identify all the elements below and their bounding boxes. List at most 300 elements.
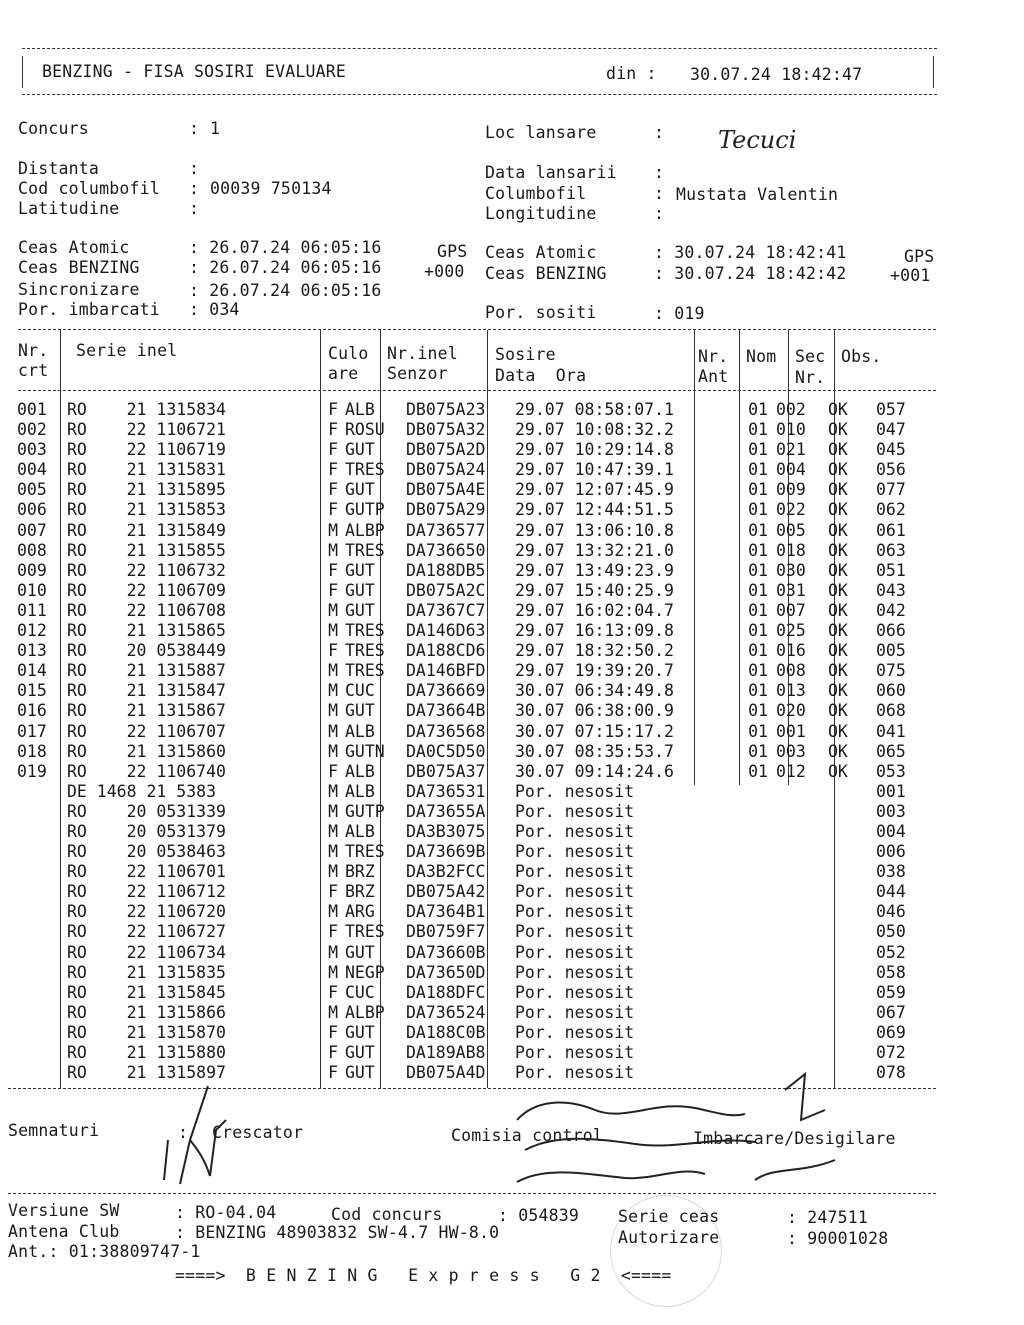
- cell-sosire: 29.07 18:32:50.2: [515, 641, 674, 661]
- cell-culoare: BRZ: [345, 882, 375, 902]
- cell-serie-inel: RO 21 1315880: [67, 1043, 226, 1062]
- cell-sec-nr: [824, 943, 872, 963]
- cell-nr-ant: 01: [748, 460, 768, 480]
- cell-sex: F: [328, 420, 338, 440]
- cell-sosire: Por. nesosit: [515, 821, 635, 841]
- cell-nom: 025: [776, 621, 806, 641]
- cell-nr-crt: 012: [17, 621, 47, 641]
- cell-nr-ant: 01: [748, 600, 768, 620]
- cell-nr-crt: [12, 1003, 67, 1023]
- cell-obs: 047: [876, 420, 906, 440]
- cell-nr-ant: [720, 862, 772, 882]
- table-row: [12, 601, 936, 621]
- table-row: [12, 500, 936, 520]
- cell-sec-nr: [824, 862, 872, 882]
- cell-culoare: ALB: [345, 781, 375, 801]
- cell-sosire: 29.07 12:07:45.9: [515, 480, 674, 500]
- cell-sosire: Por. nesosit: [515, 842, 635, 862]
- cell-nr-crt: 008: [17, 540, 47, 560]
- cell-culoare: BRZ: [345, 862, 375, 882]
- cell-obs: 041: [876, 721, 906, 741]
- cell-sec-nr: [824, 782, 872, 802]
- cell-senzor: DB075A24: [406, 460, 486, 480]
- cell-serie-inel: RO 21 1315860: [67, 741, 226, 761]
- cell-sex: F: [328, 480, 338, 500]
- cell-nr-ant: 01: [748, 661, 768, 681]
- cell-nr-ant: 01: [748, 480, 768, 500]
- table-row: [12, 862, 936, 882]
- cell-nom: 013: [776, 681, 806, 701]
- table-row: [12, 902, 936, 922]
- cell-nr-ant: 01: [748, 701, 768, 721]
- cell-nom: [772, 983, 824, 1003]
- cell-nr-crt: 017: [17, 721, 47, 741]
- cell-sex: M: [328, 520, 338, 540]
- cell-serie-inel: RO 21 1315831: [67, 460, 226, 480]
- table-row: [12, 561, 936, 581]
- cell-nr-ant: [720, 882, 772, 902]
- cell-sec-nr: OK: [828, 701, 848, 721]
- cell-culoare: NEGP: [345, 962, 385, 982]
- cell-sec-nr: OK: [828, 460, 848, 480]
- ceas-benzing-start-label: Ceas BENZING: [18, 258, 140, 277]
- cell-sec-nr: OK: [828, 440, 848, 460]
- ceas-atomic-end-suffix: GPS: [904, 247, 935, 266]
- cell-sex: M: [328, 600, 338, 620]
- crescator-label: Crescator: [212, 1123, 304, 1142]
- cell-senzor: DA736669: [406, 681, 486, 701]
- por-sositi-value: : 019: [654, 304, 705, 323]
- arrivals-table: [12, 400, 936, 1083]
- table-row: [12, 943, 936, 963]
- signatures-bottom-border: [8, 1193, 936, 1194]
- cell-serie-inel: RO 21 1315895: [67, 480, 226, 500]
- cell-obs: 046: [876, 902, 906, 922]
- cell-serie-inel: RO 22 1106712: [67, 882, 226, 902]
- cell-sex: F: [328, 1063, 338, 1083]
- cell-sex: M: [328, 842, 338, 862]
- cell-senzor: DA73669B: [406, 842, 486, 862]
- cell-nom: 031: [776, 580, 806, 600]
- autorizare-value: : 90001028: [787, 1229, 889, 1248]
- th-obs: Obs.: [841, 347, 882, 366]
- cell-sec-nr: OK: [828, 400, 848, 419]
- cell-senzor: DA188DB5: [406, 560, 486, 580]
- th-nr: Nr.: [18, 341, 49, 360]
- cell-sosire: Por. nesosit: [515, 982, 635, 1002]
- cell-obs: 038: [876, 862, 906, 882]
- cell-sec-nr: [824, 1023, 872, 1043]
- cell-sec-nr: OK: [828, 580, 848, 600]
- th-sosire: Sosire: [495, 345, 556, 364]
- cell-nom: 003: [776, 741, 806, 761]
- cell-sosire: 29.07 13:06:10.8: [515, 520, 674, 540]
- cell-sosire: 29.07 13:32:21.0: [515, 540, 674, 560]
- cell-serie-inel: RO 21 1315865: [67, 621, 226, 641]
- cell-serie-inel: RO 22 1106727: [67, 922, 226, 942]
- th-ant: Ant: [698, 367, 729, 386]
- cell-senzor: DA736577: [406, 520, 486, 540]
- th-are: are: [328, 364, 359, 383]
- cell-culoare: GUTP: [345, 500, 385, 520]
- cell-nom: 021: [776, 440, 806, 460]
- th-data-ora: Data Ora: [495, 366, 587, 385]
- cell-culoare: GUT: [345, 1022, 375, 1042]
- cell-serie-inel: RO 21 1315897: [67, 1063, 226, 1083]
- cell-sec-nr: OK: [828, 540, 848, 560]
- cell-culoare: TRES: [345, 661, 385, 681]
- cell-culoare: ALB: [345, 721, 375, 741]
- cell-senzor: DA7367C7: [406, 600, 486, 620]
- cell-obs: 078: [876, 1063, 906, 1083]
- cell-nom: 010: [776, 420, 806, 440]
- cell-sex: M: [328, 862, 338, 882]
- cod-columbofil-value: 00039 750134: [210, 179, 332, 198]
- cell-nr-ant: 01: [748, 721, 768, 741]
- cell-sosire: 29.07 10:08:32.2: [515, 420, 674, 440]
- cell-nr-crt: 002: [17, 420, 47, 440]
- cell-nom: [772, 782, 824, 802]
- cell-nom: 022: [776, 500, 806, 520]
- cell-nom: [772, 1043, 824, 1063]
- loc-lansare-sep: :: [654, 123, 665, 142]
- cell-serie-inel: RO 22 1106734: [67, 942, 226, 962]
- table-row: [12, 822, 936, 842]
- cell-sosire: 30.07 06:34:49.8: [515, 681, 674, 701]
- th-serie-inel: Serie inel: [76, 341, 178, 360]
- cell-sex: F: [328, 400, 338, 419]
- cell-nr-ant: 01: [748, 681, 768, 701]
- cell-sec-nr: OK: [828, 420, 848, 440]
- cell-sex: M: [328, 781, 338, 801]
- cell-serie-inel: RO 22 1106721: [67, 420, 226, 440]
- antena-id: Ant.: 01:38809747-1: [8, 1242, 201, 1261]
- cell-serie-inel: RO 22 1106719: [67, 440, 226, 460]
- table-row: [12, 641, 936, 661]
- cell-obs: 004: [876, 821, 906, 841]
- cell-sec-nr: OK: [828, 520, 848, 540]
- cell-nom: [772, 922, 824, 942]
- cell-obs: 063: [876, 540, 906, 560]
- cell-nr-crt: 006: [17, 500, 47, 520]
- data-lansarii-sep: :: [654, 163, 665, 182]
- cell-sec-nr: OK: [828, 621, 848, 641]
- cell-culoare: ALB: [345, 400, 375, 419]
- cell-obs: 005: [876, 641, 906, 661]
- cell-senzor: DA189AB8: [406, 1043, 486, 1062]
- table-row: [12, 701, 936, 721]
- table-row: [12, 722, 936, 742]
- cell-serie-inel: RO 22 1106708: [67, 600, 226, 620]
- cell-sex: F: [328, 641, 338, 661]
- imbarcare-desigilare-label: Imbarcare/Desigilare: [693, 1129, 896, 1148]
- cell-nom: 012: [776, 761, 806, 781]
- cell-obs: 057: [876, 400, 906, 419]
- cell-sosire: 29.07 19:39:20.7: [515, 661, 674, 681]
- cell-nr-ant: 01: [748, 580, 768, 600]
- cell-nr-ant: 01: [748, 621, 768, 641]
- crescator-signature: [150, 1080, 260, 1190]
- cell-sex: F: [328, 1022, 338, 1042]
- ceas-benzing-start-suffix: +000: [424, 262, 465, 281]
- cell-sec-nr: [824, 1003, 872, 1023]
- table-row: [12, 460, 936, 480]
- cell-nr-crt: [12, 922, 67, 942]
- table-row: [12, 400, 936, 420]
- cell-sosire: 29.07 12:44:51.5: [515, 500, 674, 520]
- arrivals-table-body: [12, 400, 936, 1083]
- table-row: [12, 1023, 936, 1043]
- th-crt: crt: [18, 361, 49, 380]
- cell-culoare: CUC: [345, 982, 375, 1002]
- cell-nom: 020: [776, 701, 806, 721]
- table-row: [12, 1003, 936, 1023]
- table-row: [12, 480, 936, 500]
- cell-serie-inel: RO 21 1315847: [67, 681, 226, 701]
- cell-obs: 003: [876, 801, 906, 821]
- cell-sosire: Por. nesosit: [515, 1022, 635, 1042]
- data-lansarii-label: Data lansarii: [485, 163, 617, 182]
- table-row: [12, 440, 936, 460]
- cell-nom: 007: [776, 600, 806, 620]
- cell-nr-crt: 004: [17, 460, 47, 480]
- cell-nr-crt: 016: [17, 701, 47, 721]
- latitudine-label: Latitudine: [18, 199, 120, 218]
- cell-sex: F: [328, 761, 338, 781]
- table-row: [12, 782, 936, 802]
- cell-sex: F: [328, 580, 338, 600]
- cell-sosire: 29.07 15:40:25.9: [515, 580, 674, 600]
- sincronizare-label: Sincronizare: [18, 280, 140, 299]
- cell-culoare: ARG: [345, 902, 375, 922]
- cell-obs: 043: [876, 580, 906, 600]
- handwritten-loc-lansare: Tecuci: [718, 126, 797, 154]
- cell-sosire: 30.07 08:35:53.7: [515, 741, 674, 761]
- cell-sex: M: [328, 621, 338, 641]
- commission-signatures: [505, 1070, 850, 1200]
- ceas-atomic-start-value: : 26.07.24 06:05:16: [189, 238, 382, 257]
- cell-serie-inel: RO 22 1106701: [67, 862, 226, 882]
- cell-nom: 030: [776, 560, 806, 580]
- cell-sosire: Por. nesosit: [515, 922, 635, 942]
- table-row: [12, 983, 936, 1003]
- cell-nr-ant: [720, 782, 772, 802]
- table-row: [12, 621, 936, 641]
- cell-culoare: TRES: [345, 621, 385, 641]
- cell-nr-crt: [12, 1063, 67, 1083]
- cell-serie-inel: DE 1468 21 5383: [67, 781, 217, 801]
- cell-senzor: DB075A42: [406, 882, 486, 902]
- antena-club-value: : BENZING 48903832 SW-4.7 HW-8.0: [175, 1223, 500, 1242]
- cell-nr-crt: 003: [17, 440, 47, 460]
- page-title: BENZING - FISA SOSIRI EVALUARE: [42, 62, 347, 81]
- din-label: din :: [606, 64, 657, 83]
- cell-nr-ant: 01: [748, 500, 768, 520]
- cell-nr-ant: 01: [748, 540, 768, 560]
- cell-sec-nr: [824, 902, 872, 922]
- cell-nr-crt: [12, 882, 67, 902]
- longitudine-sep: :: [654, 204, 665, 223]
- cell-obs: 077: [876, 480, 906, 500]
- ceas-benzing-end-suffix: +001: [890, 266, 931, 285]
- cod-columbofil-label: Cod columbofil: [18, 179, 160, 198]
- cell-nom: [772, 882, 824, 902]
- cell-nr-ant: 01: [748, 641, 768, 661]
- cell-serie-inel: RO 21 1315834: [67, 400, 226, 419]
- cell-sosire: Por. nesosit: [515, 862, 635, 882]
- cell-culoare: ALB: [345, 821, 375, 841]
- cell-nom: 005: [776, 520, 806, 540]
- cell-nr-crt: [12, 902, 67, 922]
- cell-serie-inel: RO 21 1315867: [67, 701, 226, 721]
- cell-sex: F: [328, 922, 338, 942]
- cell-serie-inel: RO 20 0538463: [67, 842, 226, 862]
- cell-culoare: GUT: [345, 560, 375, 580]
- cell-sec-nr: OK: [828, 641, 848, 661]
- cell-senzor: DB075A29: [406, 500, 486, 520]
- cell-sec-nr: OK: [828, 761, 848, 781]
- cell-senzor: DB075A23: [406, 400, 486, 419]
- cell-nom: 018: [776, 540, 806, 560]
- cell-senzor: DA188C0B: [406, 1022, 486, 1042]
- serie-ceas-label: Serie ceas: [618, 1207, 720, 1226]
- cell-senzor: DA3B3075: [406, 821, 486, 841]
- cell-nr-ant: 01: [748, 440, 768, 460]
- cell-nom: 016: [776, 641, 806, 661]
- cell-nr-crt: [12, 983, 67, 1003]
- cell-sec-nr: [824, 882, 872, 902]
- cell-senzor: DA73650D: [406, 962, 486, 982]
- cell-obs: 006: [876, 842, 906, 862]
- cell-sex: M: [328, 701, 338, 721]
- table-row: [12, 521, 936, 541]
- cell-culoare: GUT: [345, 480, 375, 500]
- cell-nr-ant: [720, 1023, 772, 1043]
- cell-sex: M: [328, 721, 338, 741]
- cell-obs: 052: [876, 942, 906, 962]
- cell-nr-ant: [720, 822, 772, 842]
- cell-nr-crt: 015: [17, 681, 47, 701]
- cell-nr-crt: 005: [17, 480, 47, 500]
- cell-nr-crt: [12, 782, 67, 802]
- cell-nom: [772, 943, 824, 963]
- cell-sec-nr: OK: [828, 500, 848, 520]
- cell-senzor: DA188CD6: [406, 641, 486, 661]
- cell-sosire: 29.07 08:58:07.1: [515, 400, 674, 419]
- th-nom: Nom: [746, 347, 777, 366]
- cell-nom: [772, 963, 824, 983]
- cell-sec-nr: [824, 922, 872, 942]
- versiune-sw-label: Versiune SW: [8, 1201, 120, 1220]
- cell-senzor: DB075A37: [406, 761, 486, 781]
- cell-nr-ant: 01: [748, 400, 768, 419]
- cell-sosire: 30.07 09:14:24.6: [515, 761, 674, 781]
- cell-culoare: ALB: [345, 761, 375, 781]
- cell-sec-nr: [824, 802, 872, 822]
- cell-nr-crt: [12, 862, 67, 882]
- cell-sex: M: [328, 942, 338, 962]
- cell-sec-nr: OK: [828, 600, 848, 620]
- cell-nr-crt: [12, 943, 67, 963]
- cell-sec-nr: OK: [828, 661, 848, 681]
- cell-serie-inel: RO 21 1315835: [67, 962, 226, 982]
- cell-sex: F: [328, 1043, 338, 1062]
- serie-ceas-value: : 247511: [787, 1208, 869, 1227]
- cell-culoare: GUT: [345, 1063, 375, 1083]
- cell-obs: 059: [876, 982, 906, 1002]
- table-header-border: [18, 390, 936, 391]
- cell-senzor: DA736524: [406, 1002, 486, 1022]
- cell-culoare: TRES: [345, 540, 385, 560]
- table-top-border: [18, 329, 936, 330]
- header-border-left: [22, 56, 23, 88]
- cell-nr-ant: 01: [748, 560, 768, 580]
- th-sec: Sec: [795, 347, 826, 366]
- cell-serie-inel: RO 21 1315866: [67, 1002, 226, 1022]
- cod-concurs-value: : 054839: [498, 1206, 580, 1225]
- cell-nr-ant: [720, 902, 772, 922]
- cell-senzor: DB0759F7: [406, 922, 486, 942]
- cell-obs: 056: [876, 460, 906, 480]
- cell-sec-nr: [824, 1043, 872, 1063]
- cell-sosire: Por. nesosit: [515, 1043, 635, 1062]
- header-border-top: [22, 48, 937, 49]
- cell-nom: [772, 902, 824, 922]
- autorizare-label: Autorizare: [618, 1228, 720, 1247]
- antena-club-label: Antena Club: [8, 1222, 120, 1241]
- distanta-label: Distanta: [18, 159, 100, 178]
- cell-nom: 009: [776, 480, 806, 500]
- por-sositi-label: Por. sositi: [485, 303, 597, 322]
- cell-sex: M: [328, 741, 338, 761]
- cell-culoare: GUT: [345, 440, 375, 460]
- concurs-sep: :: [189, 119, 200, 138]
- cell-sosire: 29.07 13:49:23.9: [515, 560, 674, 580]
- table-row: [12, 661, 936, 681]
- cell-nr-crt: 007: [17, 520, 47, 540]
- cell-nom: 008: [776, 661, 806, 681]
- cell-nr-ant: 01: [748, 761, 768, 781]
- cod-columbofil-sep: :: [189, 179, 200, 198]
- cell-nr-ant: [720, 1003, 772, 1023]
- th-sec-nr: Nr.: [795, 368, 826, 387]
- cell-culoare: ALBP: [345, 1002, 385, 1022]
- cell-senzor: DA736650: [406, 540, 486, 560]
- cell-nr-crt: 009: [17, 560, 47, 580]
- cell-obs: 061: [876, 520, 906, 540]
- cell-obs: 045: [876, 440, 906, 460]
- cell-obs: 001: [876, 781, 906, 801]
- cell-nr-crt: [12, 802, 67, 822]
- cell-sex: M: [328, 1002, 338, 1022]
- cell-nr-crt: 013: [17, 641, 47, 661]
- header-border-right: [933, 56, 934, 88]
- cell-culoare: GUT: [345, 701, 375, 721]
- cell-nom: 004: [776, 460, 806, 480]
- cell-nr-crt: 011: [17, 600, 47, 620]
- cell-nr-ant: [720, 842, 772, 862]
- cell-senzor: DA73664B: [406, 701, 486, 721]
- cell-obs: 075: [876, 661, 906, 681]
- cell-culoare: GUTP: [345, 801, 385, 821]
- benzing-express-banner: ====> B E N Z I N G E x p r e s s G 2 <====: [175, 1266, 672, 1285]
- cell-nom: [772, 862, 824, 882]
- table-row: [12, 541, 936, 561]
- cell-senzor: DA7364B1: [406, 902, 486, 922]
- cell-nom: [772, 822, 824, 842]
- cell-sec-nr: OK: [828, 681, 848, 701]
- cell-nr-crt: [12, 1043, 67, 1063]
